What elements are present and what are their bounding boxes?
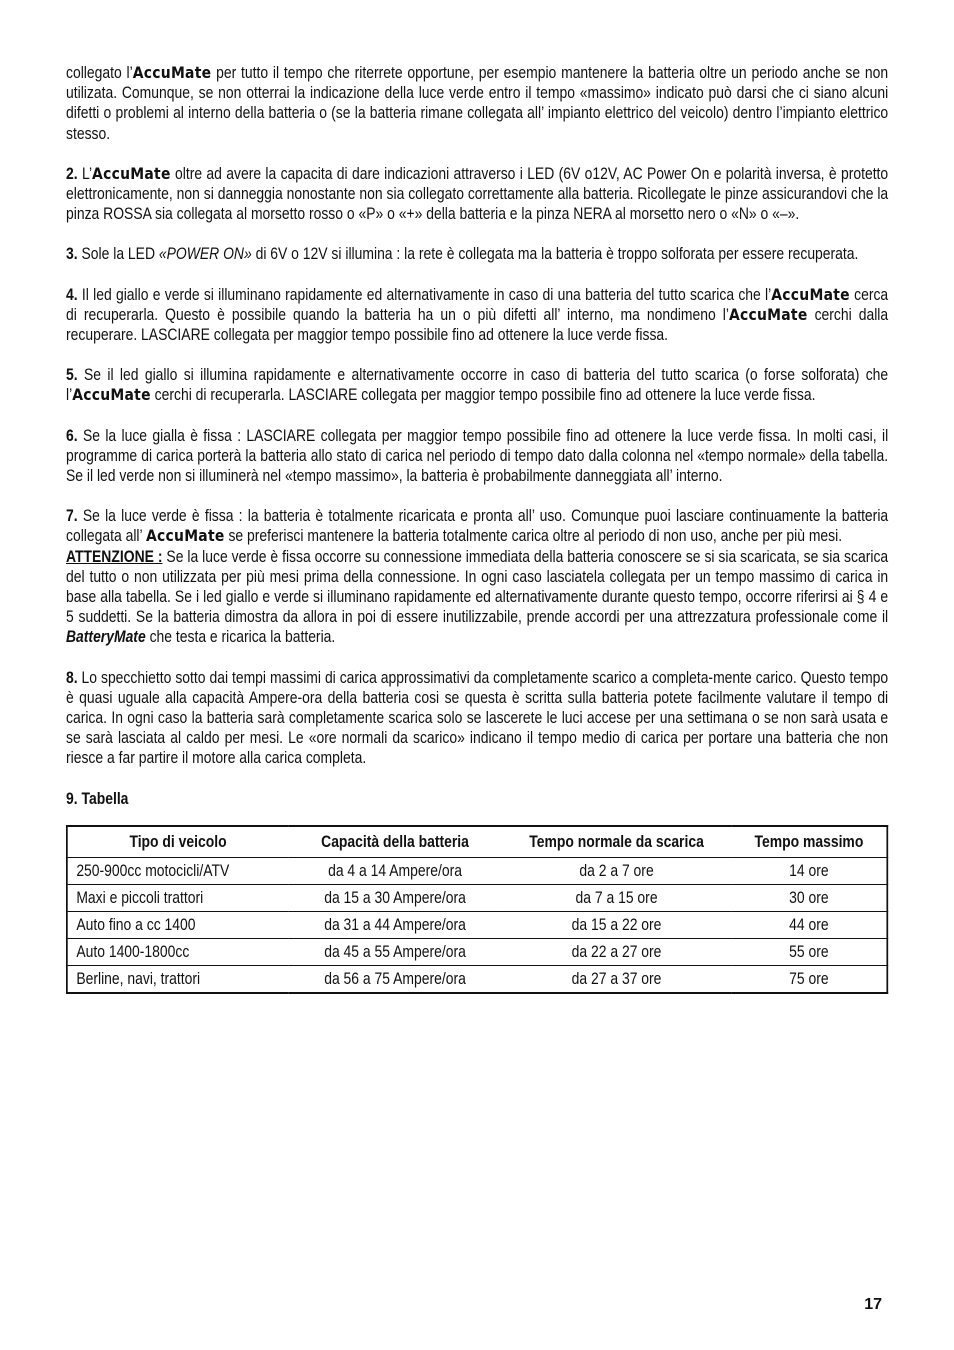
cell-vehicle-type: 250-900cc motocicli/ATV (67, 857, 289, 884)
brand-name: AccuMate (132, 63, 212, 82)
paragraph-number: 3. (66, 245, 78, 264)
table-row (67, 938, 887, 965)
paragraph-number: 2. (66, 164, 78, 183)
section-title: Tabella (77, 789, 129, 808)
cell-max-time: 55 ore (731, 938, 887, 965)
table-row (67, 965, 887, 993)
cell-battery-capacity: da 15 a 30 Ampere/ora (288, 884, 501, 911)
attention-label: ATTENZIONE : (66, 547, 163, 566)
p4-text-a: Il led giallo e verde si illuminano rapidamente ed alternativamente in caso di una batteria del tutto scarica che l’ (77, 285, 772, 304)
cell-battery-capacity: da 45 a 55 Ampere/ora (288, 938, 501, 965)
brand-name: AccuMate (145, 526, 225, 546)
p5-text-a: Se il led giallo si illumina rapidamente e alternativamente occorre in caso di batteria del tutto scarica (o forse solforata) che l’ (66, 366, 889, 405)
brand-name: AccuMate (92, 163, 171, 183)
table-header-row (67, 826, 887, 858)
table-row (67, 884, 887, 911)
section-number: 9. (66, 789, 78, 808)
paragraph-number: 7. (66, 507, 78, 526)
power-on-label: «POWER ON» (158, 245, 252, 264)
document-body (66, 63, 888, 994)
cell-vehicle-type: Auto fino a cc 1400 (67, 911, 289, 938)
p1-text-a: collegato l’ (66, 64, 133, 82)
cell-vehicle-type: Auto 1400-1800cc (67, 938, 289, 965)
cell-normal-time: da 15 a 22 ore (502, 911, 732, 938)
paragraph-number: 6. (66, 426, 78, 445)
section-9-heading (66, 789, 888, 809)
cell-max-time: 14 ore (731, 857, 887, 884)
cell-normal-time: da 27 a 37 ore (502, 965, 732, 993)
attention-note (66, 547, 888, 648)
paragraph-1 (66, 63, 888, 144)
cell-max-time: 44 ore (731, 911, 887, 938)
p5-text-b: cerchi di recuperarla. LASCIARE collegata per maggior tempo possibile fino ad ottenere la luce verde fissa. (150, 386, 816, 405)
paragraph-6 (66, 426, 888, 487)
cell-max-time: 30 ore (731, 884, 887, 911)
table-row (67, 857, 887, 884)
p4-text-b: cerca di recuperarla. Questo è possibile quando la batteria ha un o più difetti all’ interno, ma nondimeno l’ (66, 285, 889, 324)
cell-max-time: 75 ore (731, 965, 887, 993)
p3-text-b: di 6V o 12V si illumina : la rete è collegata ma la batteria è troppo solforata per essere recuperata. (251, 245, 859, 264)
attention-text-end: che testa e ricarica la batteria. (145, 628, 336, 647)
cell-battery-capacity: da 31 a 44 Ampere/ora (288, 911, 501, 938)
brand-name: AccuMate (771, 284, 850, 304)
cell-battery-capacity: da 4 a 14 Ampere/ora (288, 857, 501, 884)
p7-text-a: Se la luce verde è fissa : la batteria è totalmente ricaricata e pronta all’ uso. Comunque puoi lasciare continuamente la batteria collegata all’ (66, 507, 889, 546)
paragraph-4 (66, 285, 888, 346)
paragraph-8 (66, 668, 888, 769)
cell-normal-time: da 22 a 27 ore (502, 938, 732, 965)
p8-text: Lo specchietto sotto dai tempi massimi di carica approssimativi da completamente scarico a completa-mente carico. Questo tempo è quasi uguale alla capacità Ampere-ora della batteria cosi se questa è scritta sulla batteria potete facilmente valutare il tempo di carica. In ogni caso la batteria sarà completamente scarica solo se lascerete le luci accese per una settimana o se non sarà usata e se sarà lasciata al caldo per mesi. Le «ore normali da scarico» indicano il tempo medio di carica per portare una batteria che non riesce a far partire il motore alla carica completa. (66, 668, 889, 768)
p3-text-a: Sole la LED (77, 245, 159, 264)
p4-text-c: cerchi dalla recuperare. LASCIARE collegata per maggior tempo possibile fino ad ottenere la luce verde fissa. (66, 305, 889, 345)
paragraph-3 (66, 244, 888, 264)
header-max-time: Tempo massimo (731, 826, 887, 858)
paragraph-number: 5. (66, 366, 78, 385)
p7-text-b: se preferisci mantenere la batteria totalmente carica oltre al periodo di non uso, anche per più mesi. (224, 527, 843, 546)
p2-text-b: oltre ad avere la capacita di dare indicazioni attraverso i LED (6V o12V, AC Power On e polarità inversa, è protetto elettronicamente, non si danneggia nonostante non sia collegato correttamente alla batteria. Ricollegate le pinze assicurandovi che la pinza ROSSA sia collegata al morsetto rosso o «P» o «+» della batteria e la pinza NERA al morsetto nero o «N» o «–». (66, 164, 889, 224)
paragraph-2 (66, 164, 888, 225)
p6-text: Se la luce gialla è fissa : LASCIARE collegata per maggior tempo possibile fino ad ottenere la luce verde fissa. In molti casi, il programme di carica porterà la batteria allo stato di carica nel periodo di tempo dato dalla colonna nel «tempo normale» della tabella. Se il led verde non si illuminerà nel «tempo massimo», la batteria è probabilmente danneggiata all’ interno. (66, 426, 889, 486)
batterymate-name: BatteryMate (66, 628, 146, 647)
paragraph-number: 4. (66, 285, 78, 304)
header-vehicle-type: Tipo di veicolo (67, 826, 289, 858)
paragraph-number: 8. (66, 668, 78, 687)
cell-battery-capacity: da 56 a 75 Ampere/ora (288, 965, 501, 993)
attention-text: Se la luce verde è fissa occorre su connessione immediata della batteria conoscere se si sia scaricata, se sia scarica del tutto o non utilizzata per più mesi prima della connessione. In ogni caso lasciatela collegata per un tempo massimo di carica in base alla tabella. Se i led giallo e verde si illuminano rapidamente ed alternativamente durante questo tempo, occorre riferirsi ai § 4 e 5 suddetti. Se la batteria dimostra da allora in poi di essere inutilizzabile, prende accordi per una attrezzatura professionale come il (66, 547, 889, 627)
header-normal-time: Tempo normale da scarica (502, 826, 732, 858)
cell-vehicle-type: Maxi e piccoli trattori (67, 884, 289, 911)
cell-vehicle-type: Berline, navi, trattori (67, 965, 289, 993)
cell-normal-time: da 7 a 15 ore (502, 884, 732, 911)
paragraph-7 (66, 506, 888, 546)
page-number: 17 (864, 1296, 882, 1313)
p1-text-b: per tutto il tempo che riterrete opportune, per esempio mantenere la batteria oltre un periodo anche se non utilizata. Comunque, se non otterrai la indicazione della luce verde entro il tempo «massimo» indicato può darsi che ci siano alcuni difetti o problemi al interno della batteria o (se la batteria rimane collegata all’ impianto elettrico del veicolo) dentro l’impianto elettrico stesso. (66, 64, 889, 143)
header-battery-capacity: Capacità della batteria (288, 826, 501, 858)
charging-time-table (66, 825, 888, 994)
table-row (67, 911, 887, 938)
brand-name: AccuMate (728, 304, 808, 324)
p2-text-a: L’ (77, 164, 93, 183)
paragraph-5 (66, 365, 888, 405)
cell-normal-time: da 2 a 7 ore (502, 857, 732, 884)
brand-name: AccuMate (72, 385, 151, 405)
